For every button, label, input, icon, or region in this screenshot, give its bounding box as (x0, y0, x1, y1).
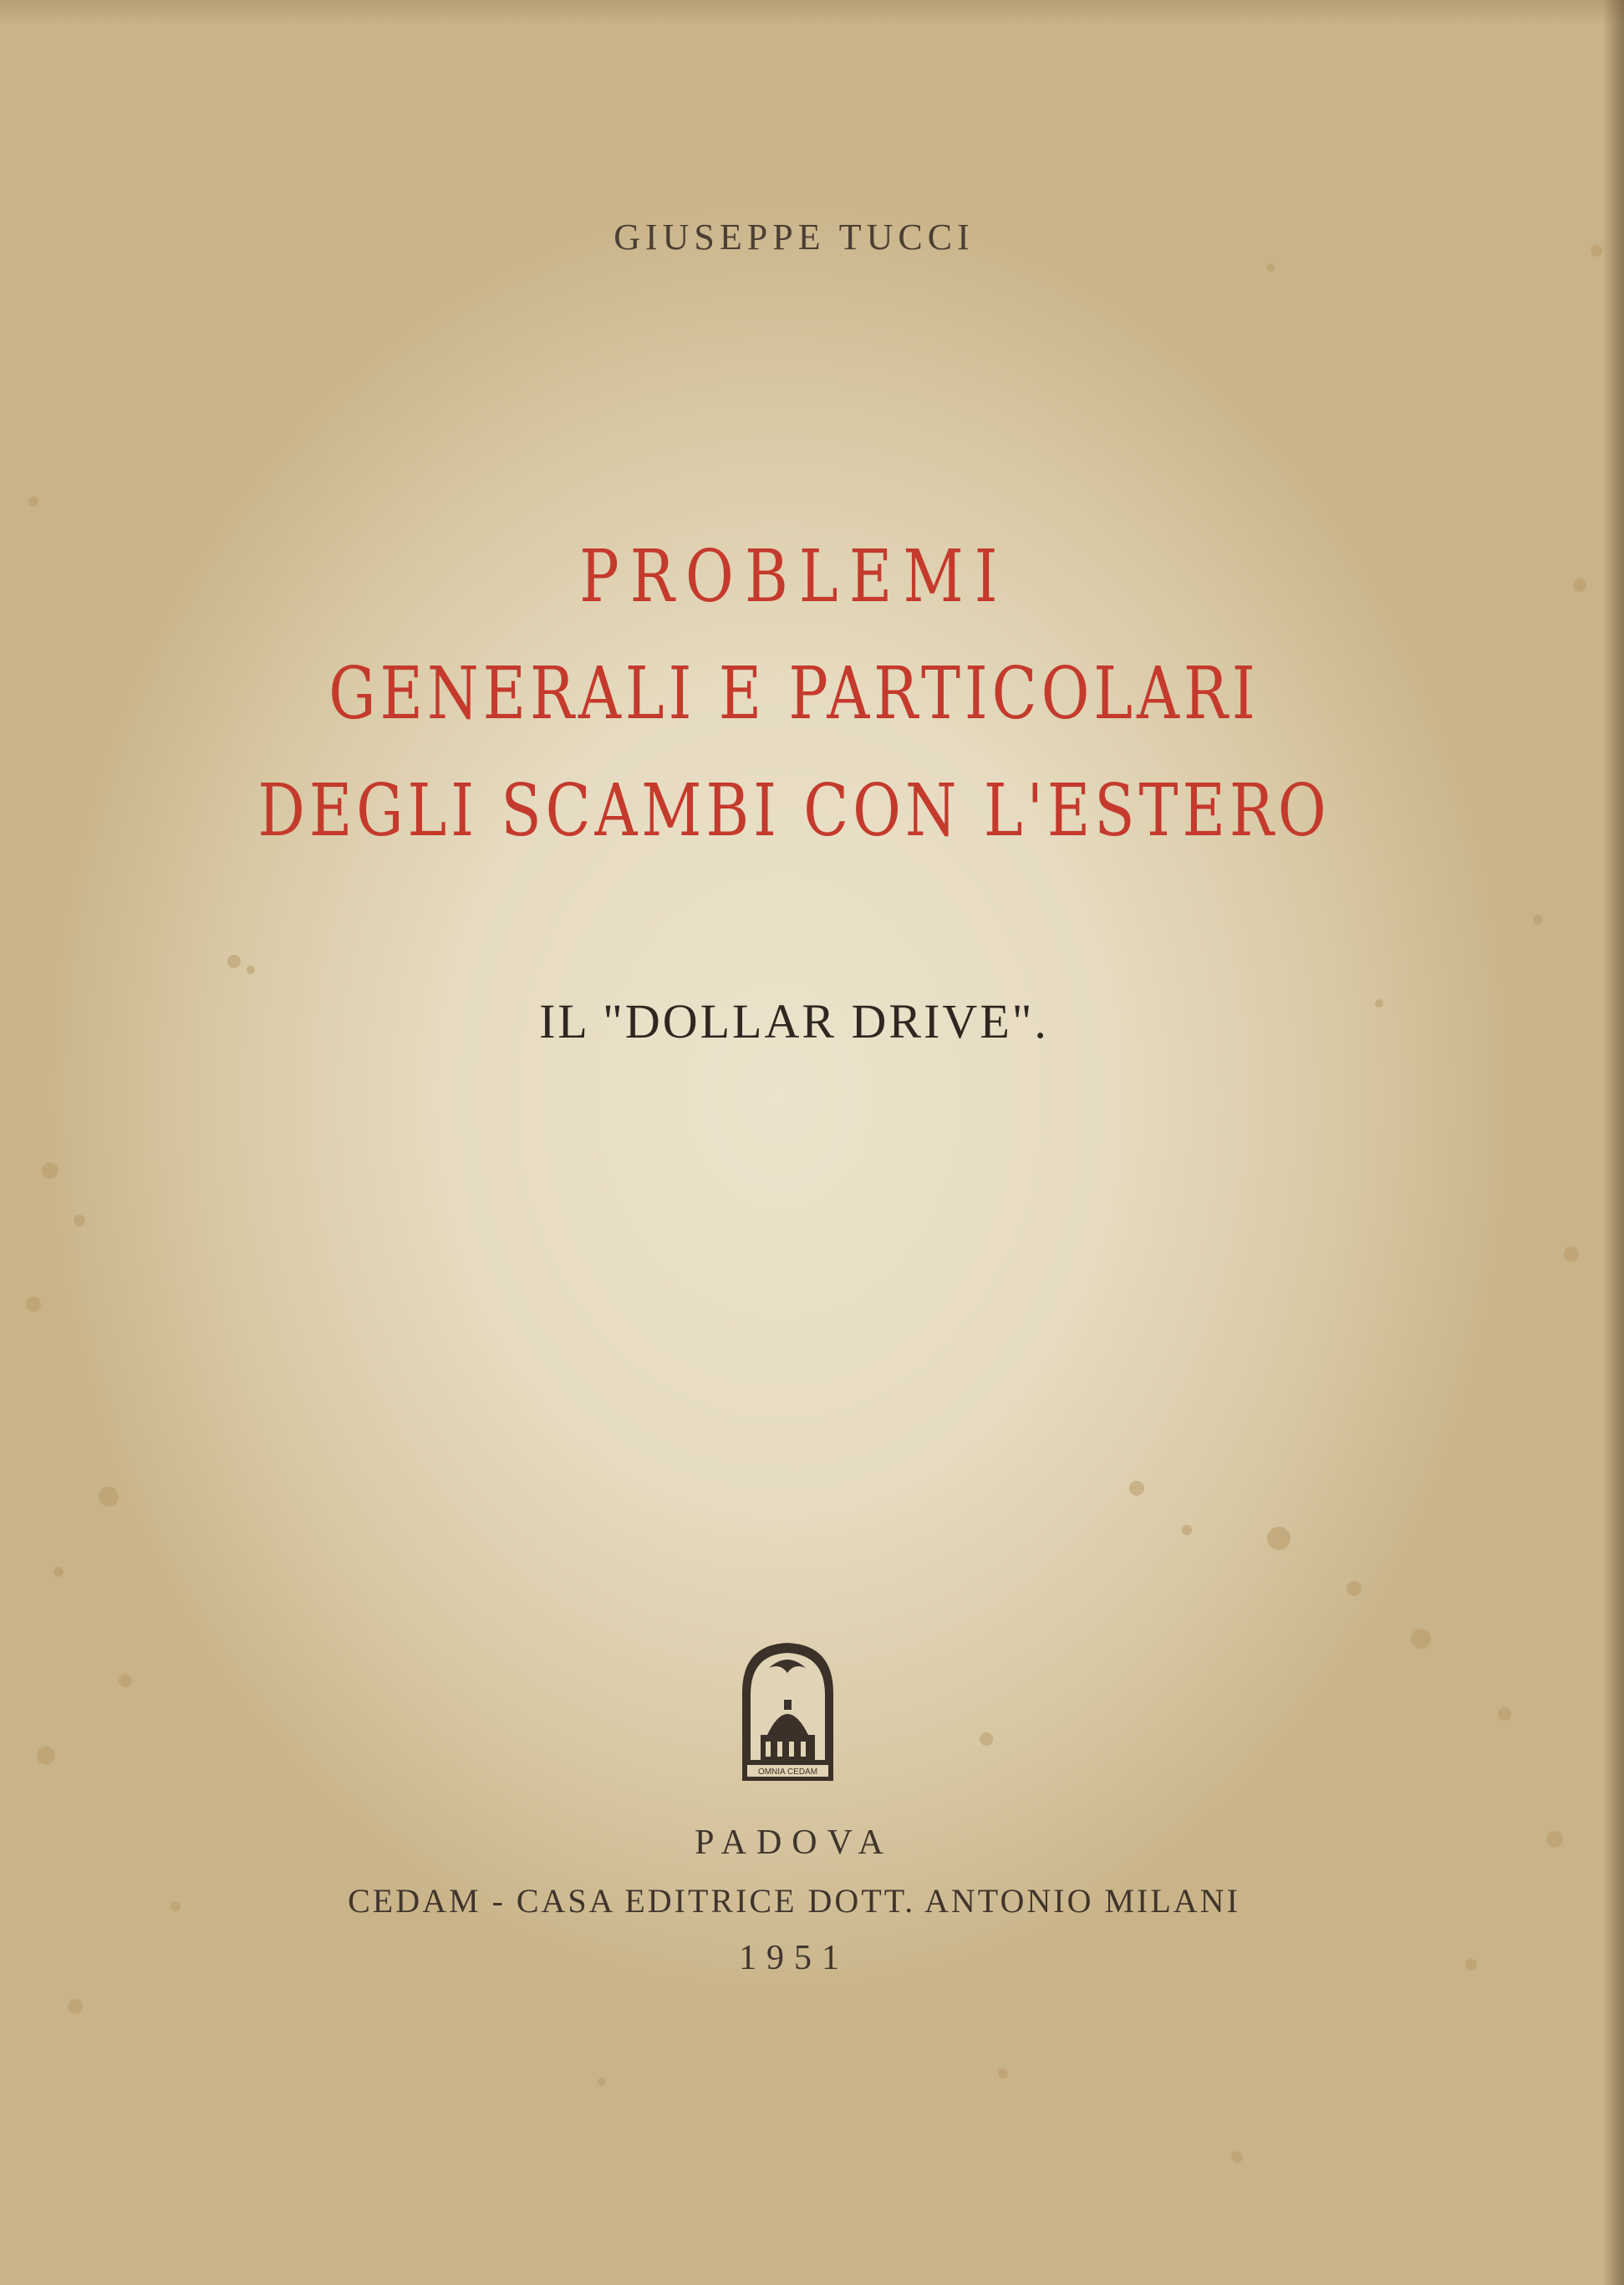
right-edge-shadow (1602, 0, 1624, 2285)
author-name: GIUSEPPE TUCCI (613, 217, 975, 258)
title-line-2: GENERALI E PARTICOLARI (328, 652, 1260, 736)
top-edge-shadow (0, 0, 1624, 25)
title-line-3: DEGLI SCAMBI CON L'ESTERO (257, 769, 1331, 853)
subtitle: IL "DOLLAR DRIVE". (539, 994, 1049, 1048)
publication-place: PADOVA (695, 1823, 893, 1862)
publication-year: 1951 (739, 1939, 849, 1977)
publisher-name: CEDAM - CASA EDITRICE DOTT. ANTONIO MILANI (348, 1882, 1240, 1920)
publisher-emblem-icon (736, 1635, 840, 1789)
emblem-caption: OMNIA CEDAM (757, 1767, 818, 1777)
title-line-1: PROBLEMI (579, 535, 1009, 619)
